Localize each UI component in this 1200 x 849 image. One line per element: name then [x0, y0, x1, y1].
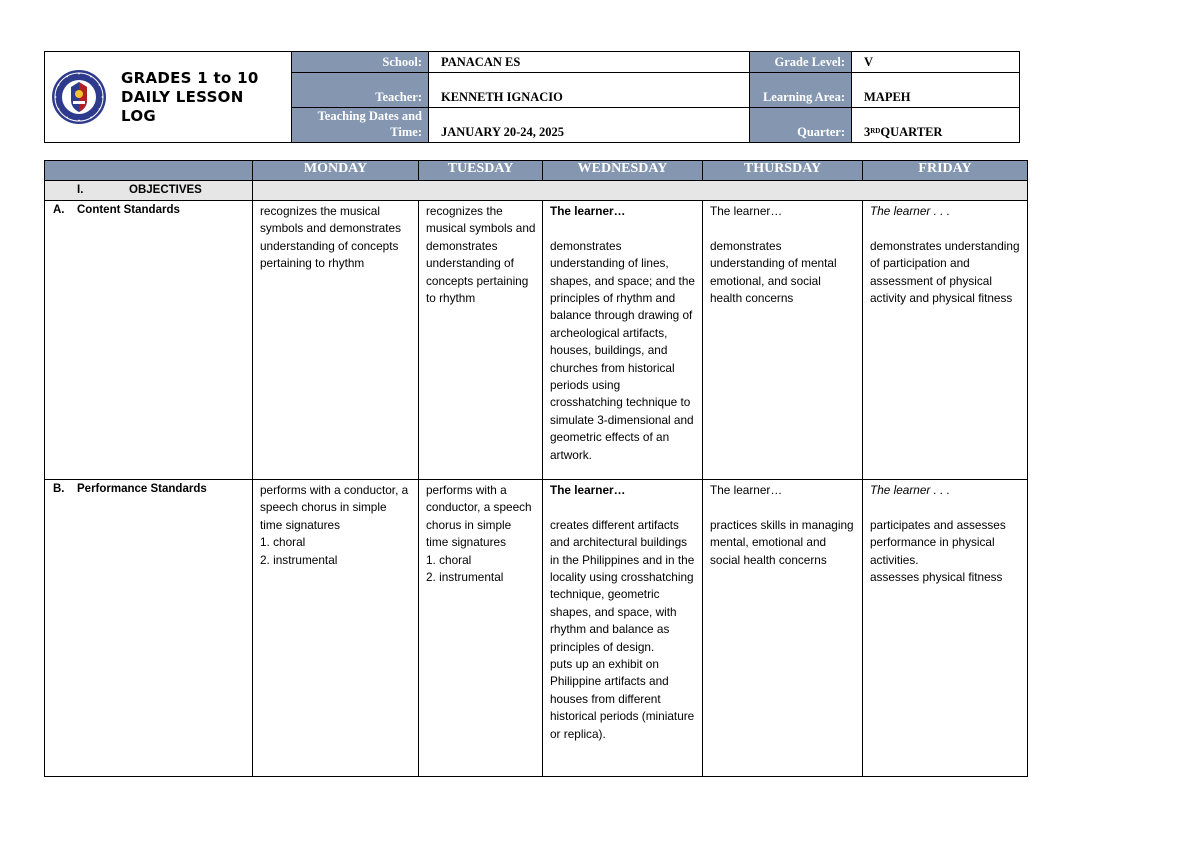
cell-text: demonstrates understanding of participation and assessment of physical activity and physical fitness [870, 238, 1020, 306]
day-wednesday: WEDNESDAY [543, 161, 703, 181]
cell-text: practices skills in managing mental, emotional and social health concerns [710, 517, 854, 567]
cell-wednesday [543, 480, 703, 777]
school-value: PANACAN ES [429, 52, 750, 73]
cell-thursday [703, 201, 863, 480]
learner-lead: The learner . . . [870, 483, 950, 497]
cell-text: 2. instrumental [260, 552, 338, 567]
row-heading [45, 480, 253, 777]
cell-friday [863, 201, 1028, 480]
spacer [870, 220, 1021, 237]
row-label: Content Standards [77, 204, 180, 216]
cell-text: 1. choral [260, 535, 306, 550]
grade-level-label: Grade Level: [750, 52, 852, 73]
cell-text: demonstrates understanding of mental emotional, and social health concerns [710, 238, 837, 306]
teacher-label: Teacher: [292, 73, 429, 108]
cell-text: 2. instrumental [426, 570, 504, 585]
learner-lead: The learner… [710, 204, 783, 218]
cell-text: creates different artifacts and architectural buildings in the Philippines and in the locality using crosshatching technique, geometric shapes, and space, with rhythm and balance as principles of design. [550, 517, 695, 654]
cell-monday [253, 201, 419, 480]
teaching-dates-label: Teaching Dates and Time: [292, 108, 429, 142]
quarter-label: Quarter: [750, 108, 852, 142]
standards-row [45, 201, 1028, 480]
quarter-number: 3 [864, 125, 871, 139]
cell-text: demonstrates understanding of lines, shapes, and space; and the principles of rhythm and balance through drawing of archeological artifacts, houses, buildings, and churches from historical periods using crosshatching technique to simulate 3-dimensional and geometric effects of an artwork. [550, 238, 695, 462]
cell-text: performs with a conductor, a speech chorus in simple time signatures [260, 483, 409, 532]
cell-text: puts up an exhibit on Philippine artifacts and houses from different historical periods (miniature or replica). [550, 657, 695, 741]
day-monday: MONDAY [253, 161, 419, 181]
objectives-row [45, 181, 1028, 201]
grade-level-value: V [852, 52, 1019, 73]
spacer [710, 220, 856, 237]
cell-text: recognizes the musical symbols and demonstrates understanding of concepts pertaining to rhythm [426, 204, 536, 306]
learner-lead: The learner… [550, 483, 626, 497]
objectives-label: OBJECTIVES [129, 184, 202, 196]
spacer [550, 499, 696, 516]
page-title: GRADES 1 to 10 DAILY LESSON LOG [121, 68, 259, 125]
lesson-log-header [44, 51, 1020, 143]
cell-text: performs with a conductor, a speech chorus in simple time signatures [426, 483, 532, 550]
quarter-suffix: QUARTER [880, 125, 943, 139]
learner-lead: The learner . . . [870, 204, 950, 218]
day-thursday: THURSDAY [703, 161, 863, 181]
row-number: A. [53, 204, 65, 216]
cell-wednesday [543, 201, 703, 480]
cell-text: 1. choral [426, 552, 472, 567]
row-number: B. [53, 483, 65, 495]
cell-text: participates and assesses performance in physical activities. [870, 517, 1006, 567]
cell-monday [253, 480, 419, 777]
day-header-row [45, 161, 1028, 181]
day-tuesday: TUESDAY [419, 161, 543, 181]
spacer [710, 499, 856, 516]
day-friday: FRIDAY [863, 161, 1028, 181]
objectives-fill [253, 181, 1028, 201]
cell-text: assesses physical fitness [870, 570, 1003, 585]
spacer [870, 499, 1021, 516]
row-label: Performance Standards [77, 483, 207, 495]
objectives-number: I. [77, 184, 84, 196]
learning-area-label: Learning Area: [750, 73, 852, 108]
standards-row [45, 480, 1028, 777]
header-corner [45, 161, 253, 181]
learning-area-value: MAPEH [852, 73, 1019, 108]
quarter-ordinal: RD [870, 127, 881, 135]
spacer [550, 220, 696, 237]
learner-lead: The learner… [550, 204, 626, 218]
teaching-dates-value: JANUARY 20-24, 2025 [429, 108, 750, 142]
row-heading [45, 201, 253, 480]
cell-thursday [703, 480, 863, 777]
cell-tuesday [419, 480, 543, 777]
cell-text: recognizes the musical symbols and demonstrates understanding of concepts pertaining to rhythm [260, 204, 401, 271]
school-label: School: [292, 52, 429, 73]
header-fields [292, 52, 1019, 142]
learner-lead: The learner… [710, 483, 783, 497]
teacher-value: KENNETH IGNACIO [429, 73, 750, 108]
objectives-heading [45, 181, 253, 201]
deped-seal-icon [51, 69, 107, 125]
cell-tuesday [419, 201, 543, 480]
cell-friday [863, 480, 1028, 777]
brand-block [45, 52, 292, 142]
quarter-value [852, 108, 1019, 142]
daily-lesson-table [44, 160, 1028, 777]
